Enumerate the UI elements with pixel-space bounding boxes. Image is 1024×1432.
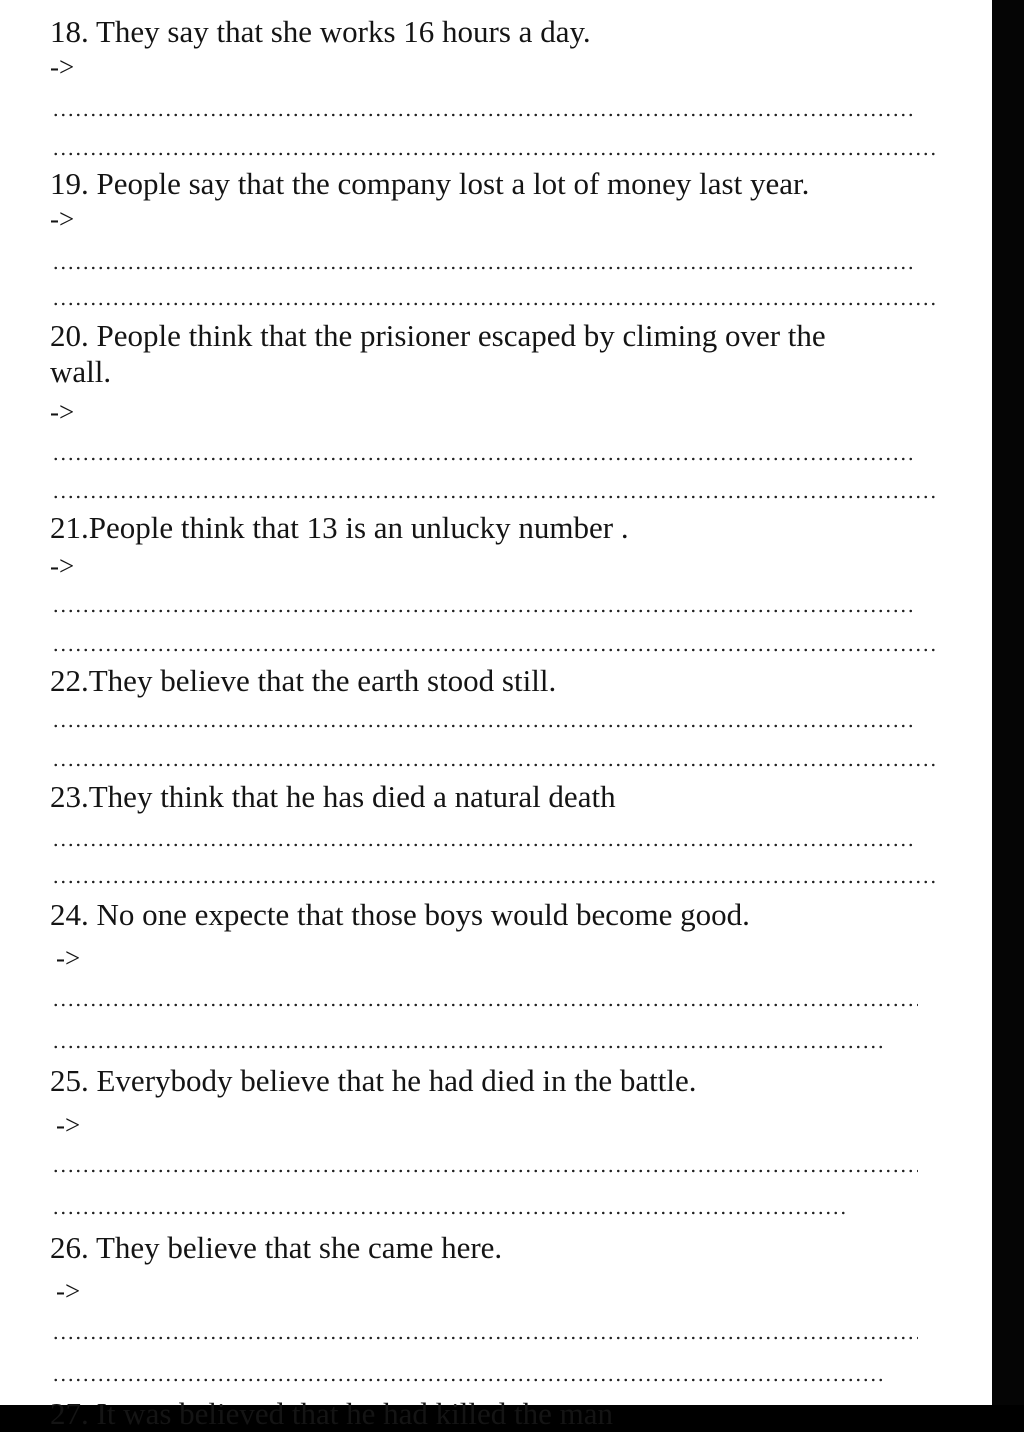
answer-line-23b[interactable]: [52, 880, 936, 884]
question-20: 20. People think that the prisioner escaped by climing over the wall.: [50, 318, 826, 389]
answer-line-22b[interactable]: [52, 763, 936, 767]
answer-line-19a[interactable]: [52, 266, 914, 270]
answer-line-20b[interactable]: [52, 495, 936, 499]
answer-line-26b[interactable]: [52, 1378, 886, 1382]
answer-arrow-26: ->: [56, 1276, 81, 1306]
screen-edge: [992, 0, 1024, 1405]
answer-line-18b[interactable]: [52, 152, 936, 156]
question-22: 22.They believe that the earth stood still.: [50, 663, 557, 698]
answer-line-26a[interactable]: [52, 1336, 918, 1340]
answer-line-25a[interactable]: [52, 1169, 918, 1173]
answer-line-20a[interactable]: [52, 457, 914, 461]
answer-line-24a[interactable]: [52, 1003, 918, 1007]
answer-line-23a[interactable]: [52, 843, 914, 847]
question-23: 23.They think that he has died a natural death: [50, 779, 616, 814]
answer-line-24b[interactable]: [52, 1045, 886, 1049]
answer-line-25b[interactable]: [52, 1211, 848, 1215]
question-18: 18. They say that she works 16 hours a day.: [50, 14, 591, 49]
question-21: 21.People think that 13 is an unlucky number .: [50, 510, 629, 545]
answer-line-18a[interactable]: [52, 113, 914, 117]
question-25: 25. Everybody believe that he had died in the battle.: [50, 1063, 697, 1098]
question-26: 26. They believe that she came here.: [50, 1230, 503, 1265]
answer-arrow-18: ->: [50, 52, 75, 82]
answer-arrow-19: ->: [50, 204, 75, 234]
answer-line-19b[interactable]: [52, 302, 936, 306]
question-19: 19. People say that the company lost a lot of money last year.: [50, 166, 810, 201]
answer-line-21b[interactable]: [52, 648, 936, 652]
answer-arrow-21: ->: [50, 551, 75, 581]
answer-line-22a[interactable]: [52, 724, 914, 728]
answer-arrow-25: ->: [56, 1110, 81, 1140]
answer-arrow-20: ->: [50, 397, 75, 427]
answer-line-21a[interactable]: [52, 609, 914, 613]
question-24: 24. No one expecte that those boys would become good.: [50, 897, 750, 932]
question-27-partial: 27. It was believed that he had killed the man: [50, 1396, 613, 1431]
answer-arrow-24: ->: [56, 943, 81, 973]
